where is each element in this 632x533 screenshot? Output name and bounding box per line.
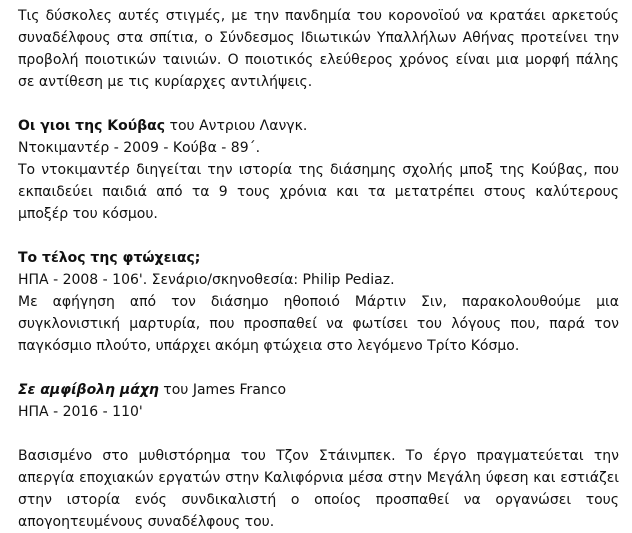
film-title-1: Οι γιοι της Κούβας [18, 118, 166, 134]
film-entry-3 [18, 379, 619, 533]
film-meta-3: ΗΠΑ - 2016 - 110' [18, 404, 143, 420]
film-director-1: του Αντριου Λανγκ. [165, 118, 308, 134]
film-title-3: Σε αμφίβολη μάχη [18, 382, 159, 398]
intro-paragraph: Τις δύσκολες αυτές στιγμές, με την πανδημία του κορονοϊού να κρατάει αρκετούς συναδέλφους στα σπίτια, ο Σύνδεσμος Ιδιωτικών Υπαλλήλων Αθήνας προτείνει την προβολή ποιοτικών ταινιών. Ο ποιοτικός ελεύθερος χρόνος είναι μια μορφή πάλης σε αντίθεση με τις κυρίαρχες αντιλήψεις. [18, 8, 619, 90]
film-entry-1 [18, 115, 619, 225]
film-description-1: Το ντοκιμαντέρ διηγείται την ιστορία της διάσημης σχολής μποξ της Κούβας, που εκπαιδεύει παιδιά από τα 9 τους χρόνια και τα μετατρέπει στους καλύτερους μποξέρ του κόσμου. [18, 162, 619, 222]
film-entry-2 [18, 247, 619, 357]
film-director-3: του James Franco [158, 382, 287, 398]
film-description-3: Βασισμένο στο μυθιστόρημα του Τζον Στάινμπεκ. Το έργο πραγματεύεται την απεργία εποχιακών εργατών στην Καλιφόρνια μέσα στην Μεγάλη ύφεση και εστιάζει στην ιστορία ενός συνδικαλιστή ο οποίος προσπαθεί να οργανώσει τους απογοητευμένους συναδέλφους του. [18, 448, 619, 530]
film-heading-1 [18, 115, 619, 137]
film-description-2: Με αφήγηση από τον διάσημο ηθοποιό Μάρτιν Σιν, παρακολουθούμε μια συγκλονιστική μαρτυρία, που προσπαθεί να φωτίσει του λόγους που, παρά τον παγκόσμιο πλούτο, υπάρχει ακόμη φτώχεια στο λεγόμενο Τρίτο Κόσμο. [18, 294, 619, 354]
film-meta-2: ΗΠΑ - 2008 - 106'. Σενάριο/σκηνοθεσία: Philip Pediaz. [18, 272, 395, 288]
film-heading-3 [18, 379, 619, 401]
film-title-2: Το τέλος της φτώχειας; [18, 250, 201, 266]
film-meta-1: Ντοκιμαντέρ - 2009 - Κούβα - 89΄. [18, 140, 261, 156]
